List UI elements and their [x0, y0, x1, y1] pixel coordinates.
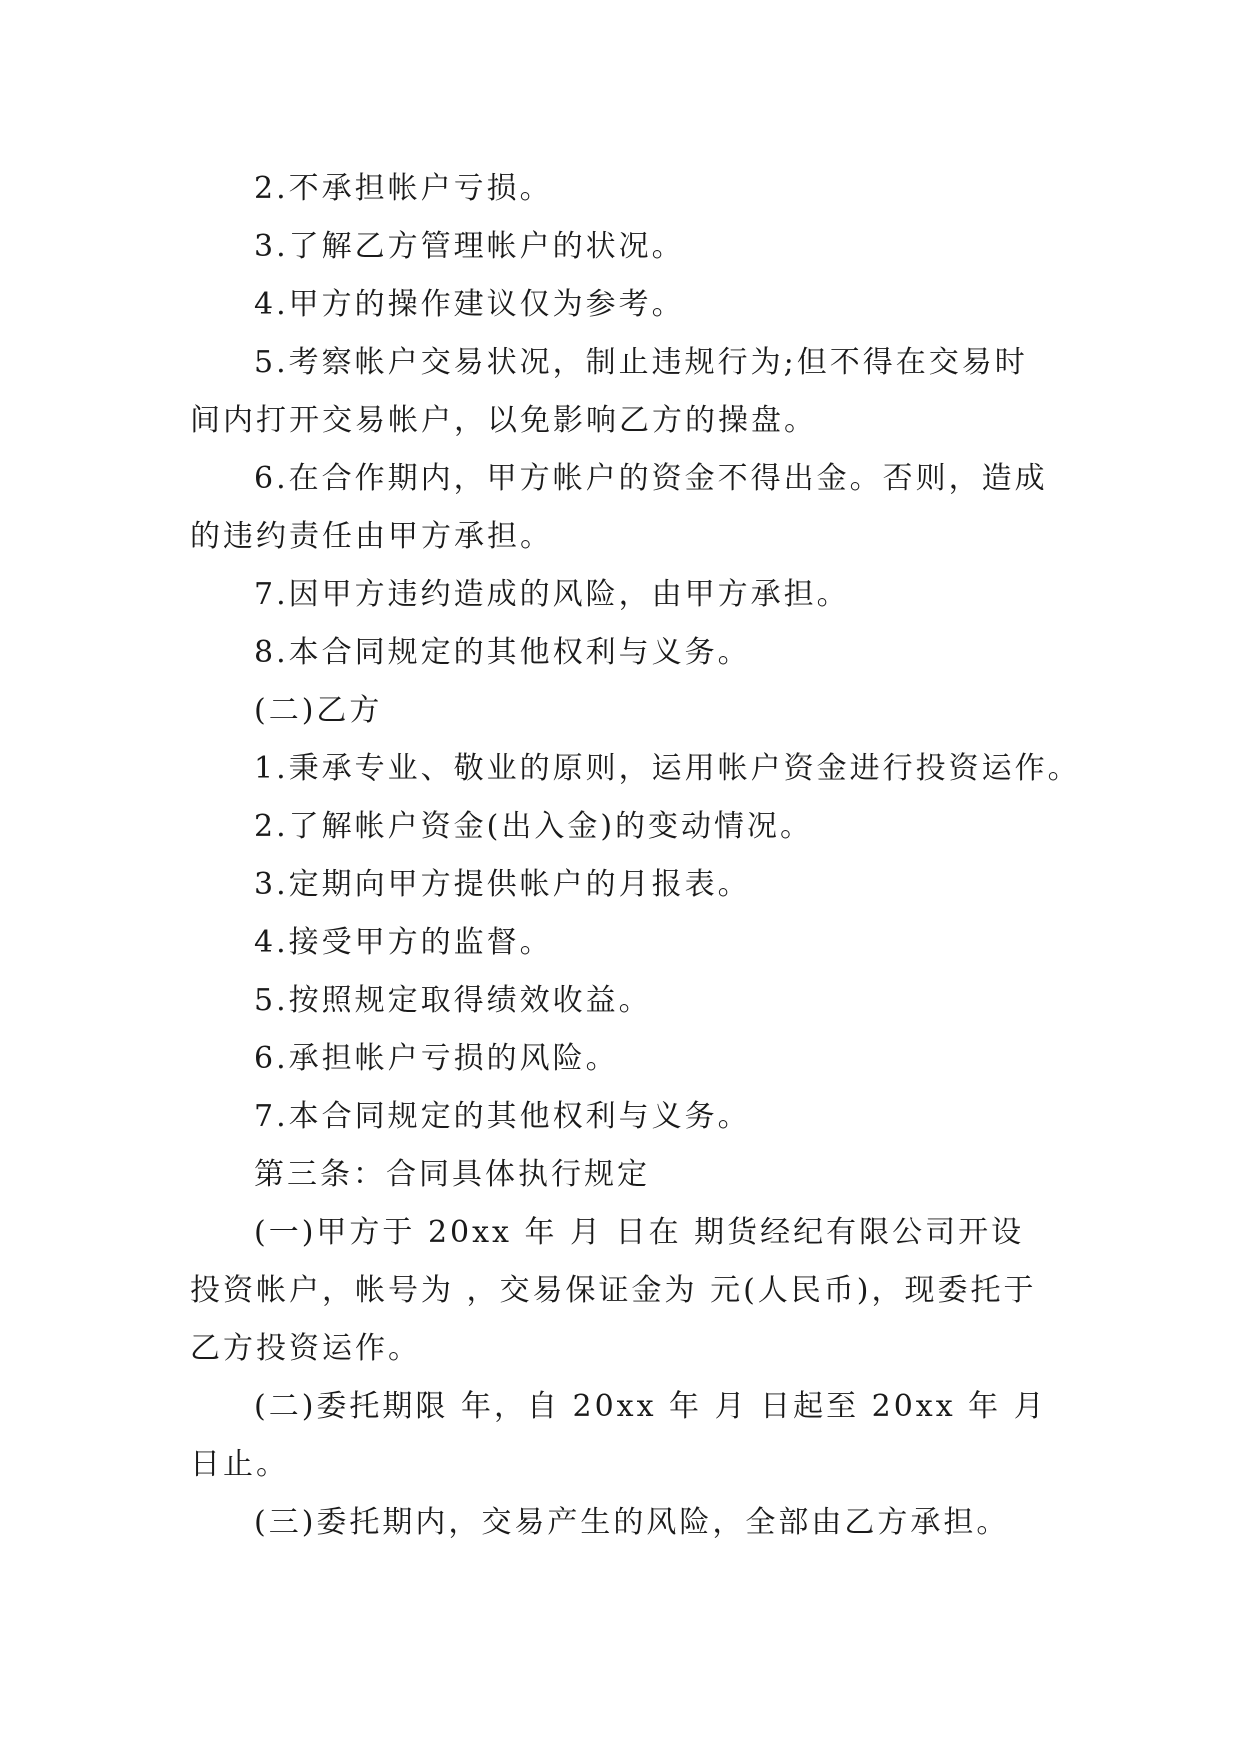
clause-line: 4.接受甲方的监督。	[254, 925, 553, 960]
document-body	[190, 160, 1081, 1552]
clause-line: 2.了解帐户资金(出入金)的变动情况。	[254, 809, 814, 844]
clause-line: (一)甲方于 20xx 年 月 日在 期货经纪有限公司开设	[254, 1215, 1025, 1250]
clause-line: 7.因甲方违约造成的风险，由甲方承担。	[254, 577, 850, 612]
clause-line-continuation: 乙方投资运作。	[190, 1331, 421, 1366]
clause-line: 5.考察帐户交易状况，制止违规行为;但不得在交易时	[254, 345, 1028, 380]
clause-line: 6.承担帐户亏损的风险。	[254, 1041, 619, 1076]
clause-line: 5.按照规定取得绩效收益。	[254, 983, 652, 1018]
clause-line: 1.秉承专业、敬业的原则，运用帐户资金进行投资运作。	[254, 751, 1081, 786]
section-heading: (二)乙方	[254, 693, 383, 728]
clause-line-continuation: 投资帐户，帐号为 ，交易保证金为 元(人民币)，现委托于	[190, 1273, 1037, 1308]
clause-line-continuation: 的违约责任由甲方承担。	[190, 519, 553, 554]
clause-line: 6.在合作期内，甲方帐户的资金不得出金。否则，造成	[254, 461, 1048, 496]
clause-line: 3.定期向甲方提供帐户的月报表。	[254, 867, 751, 902]
clause-line: 2.不承担帐户亏损。	[254, 171, 553, 206]
clause-line: 3.了解乙方管理帐户的状况。	[254, 229, 685, 264]
clause-line: 4.甲方的操作建议仅为参考。	[254, 287, 685, 322]
clause-line-continuation: 间内打开交易帐户，以免影响乙方的操盘。	[190, 403, 817, 438]
article-heading: 第三条：合同具体执行规定	[254, 1157, 650, 1192]
clause-line: (三)委托期内，交易产生的风险，全部由乙方承担。	[254, 1505, 1010, 1540]
clause-line: 8.本合同规定的其他权利与义务。	[254, 635, 751, 670]
clause-line-continuation: 日止。	[190, 1447, 289, 1482]
clause-line: 7.本合同规定的其他权利与义务。	[254, 1099, 751, 1134]
clause-line: (二)委托期限 年，自 20xx 年 月 日起至 20xx 年 月	[254, 1389, 1047, 1424]
